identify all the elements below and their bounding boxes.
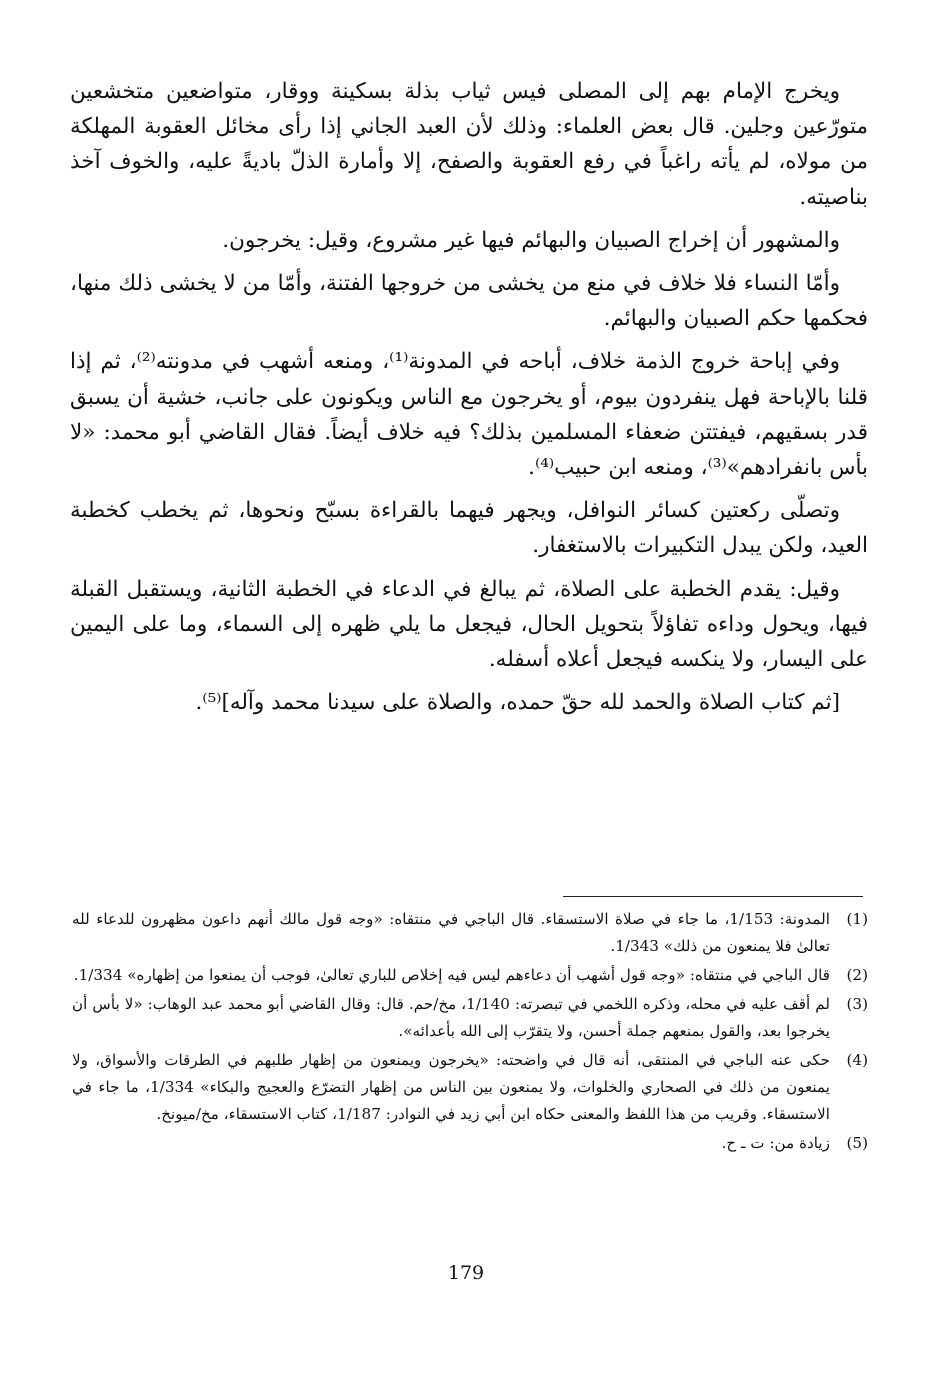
paragraph-5: وتصلّى ركعتين كسائر النوافل، ويجهر فيهما بالقراءة بسبّح ونحوها، ثم يخطب كخطبة العيد، ولكن يبدل التكبيرات بالاستغفار.: [70, 498, 868, 559]
paragraph-3: وأمّا النساء فلا خلاف في منع من يخشى من خروجها الفتنة، وأمّا من لا يخشى ذلك منها، فحكمها حكم الصبيان والبهائم.: [70, 271, 868, 332]
footnote-1: [72, 906, 868, 960]
footnotes: [72, 906, 868, 1159]
paragraph-7: [ثم كتاب الصلاة والحمد لله حقّ حمده، والصلاة على سيدنا محمد وآله]⁽⁵⁾.: [195, 690, 840, 716]
footnote-divider: [563, 896, 863, 897]
paragraph-6: وقيل: يقدم الخطبة على الصلاة، ثم يبالغ في الدعاء في الخطبة الثانية، ويستقبل القبلة فيها، ويحول وداءه تفاؤلاً بتحويل الحال، فيجعل ما يلي ظهره إلى السماء، وما على اليمين على اليسار، ولا ينكسه فيجعل أعلاه أسفله.: [70, 576, 868, 673]
footnote-2: [72, 962, 868, 989]
footnote-number: (1): [846, 910, 868, 928]
footnote-text: حكى عنه الباجي في المنتقى، أنه قال في واضحته: «يخرجون ويمنعون من إظهار طلبهم في الطرقات والأسواق، ولا يمنعون من ذلك في الصحاري والخلوات، ولا يمنعون بين الناس من إظهار التضرّع والعجيج والبكاء» 1/334، ما جاء في الاستسقاء. وقريب من هذا اللفظ والمعنى حكاه ابن أبي زيد في النوادر: 1/187، كتاب الاستسقاء، مخ/ميونخ.: [72, 1051, 830, 1123]
paragraph-1: ويخرج الإمام بهم إلى المصلى فيس ثياب بذلة بسكينة ووقار، متواضعين متخشعين متورّعين وجلين. قال بعض العلماء: وذلك لأن العبد الجاني إذا رأى مخائل العقوبة المهلكة من مولاه، لم يأته راغباً في رفع العقوبة والصفح، إلا وأمارة الذلّ باديةً عليه، والخوف آخذ بناصيته.: [70, 79, 868, 210]
footnote-number: (4): [846, 1051, 868, 1069]
footnote-number: (5): [846, 1134, 868, 1152]
footnote-number: (3): [846, 995, 868, 1013]
paragraph-2: والمشهور أن إخراج الصبيان والبهائم فيها غير مشروع، وقيل: يخرجون.: [222, 227, 840, 253]
page-number: 179: [447, 1262, 485, 1284]
footnote-3: [72, 991, 868, 1045]
footnote-text: زيادة من: ت ـ ح.: [721, 1134, 830, 1152]
footnote-4: [72, 1047, 868, 1128]
footnote-text: لم أقف عليه في محله، وذكره اللخمي في تبصرته: 1/140، مخ/حم. قال: وقال القاضي أبو محمد عبد الوهاب: «لا بأس أن يخرجوا بعد، والقول بمنعهم جملة أحسن، ولا يتقرّب إلى الله بأعدائه».: [72, 995, 830, 1040]
footnote-text: قال الباجي في منتقاه: «وجه قول أشهب أن دعاءهم ليس فيه إخلاص للباري تعالىٰ، فوجب أن يمنعوا من إظهاره» 1/334.: [73, 966, 830, 984]
footnote-5: [72, 1130, 868, 1157]
main-text: [70, 74, 868, 728]
footnote-number: (2): [846, 966, 868, 984]
footnote-text: المدونة: 1/153، ما جاء في صلاة الاستسقاء. قال الباجي في منتقاه: «وجه قول مالك أنهم داعون مظهرون للدعاء لله تعالىٰ فلا يمنعون من ذلك» 1/343.: [72, 910, 831, 955]
paragraph-4: وفي إباحة خروج الذمة خلاف، أباحه في المدونة⁽¹⁾، ومنعه أشهب في مدونته⁽²⁾، ثم إذا قلنا بالإباحة فهل ينفردون بيوم، أو يخرجون مع الناس ويكونون على جانب، خشية أن يسبق قدر بسقيهم، فيفتتن ضعفاء المسلمين بذلك؟ فيه خلاف أيضاً. فقال القاضي أبو محمد: «لا بأس بانفرادهم»⁽³⁾، ومنعه ابن حبيب⁽⁴⁾.: [70, 349, 868, 481]
